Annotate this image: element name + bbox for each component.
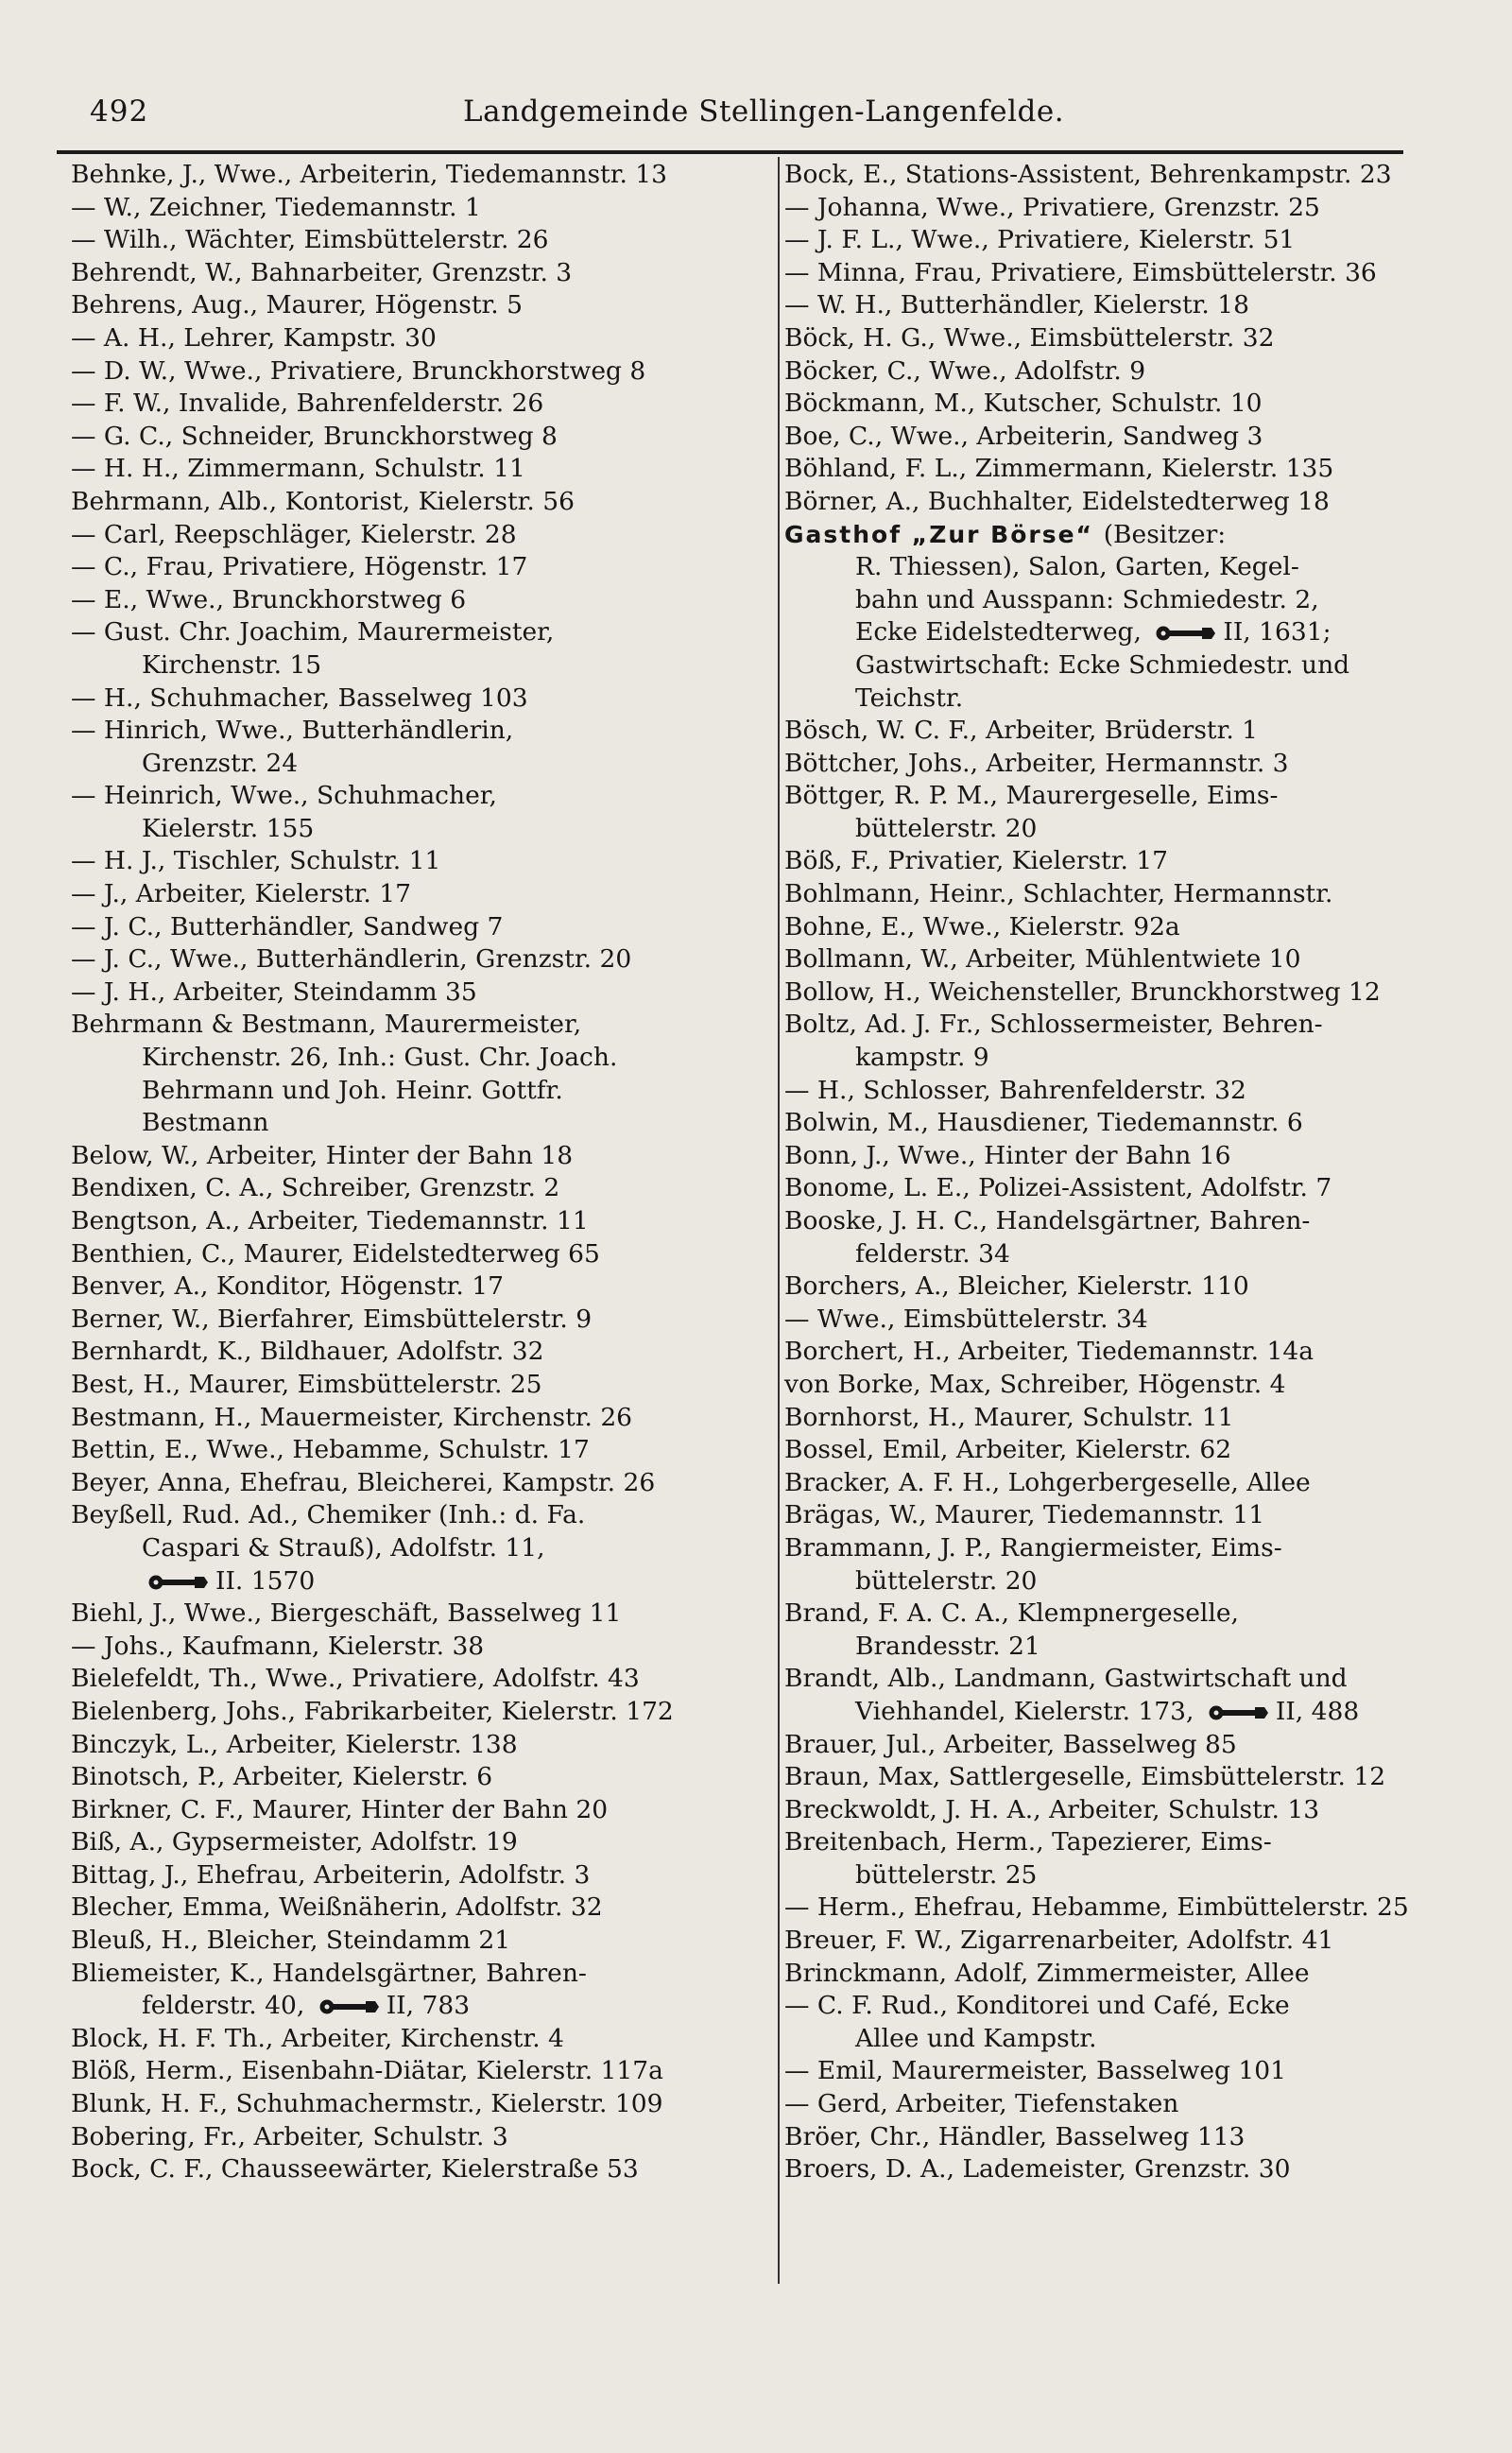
directory-entry: R. Thiessen), Salon, Garten, Kegel-	[855, 552, 1299, 582]
directory-entry: Benthien, C., Maurer, Eidelstedterweg 65	[71, 1238, 600, 1269]
directory-entry: Blöß, Herm., Eisenbahn-Diätar, Kielerstr. 117a	[71, 2056, 663, 2086]
directory-entry: Bohne, E., Wwe., Kielerstr. 92a	[784, 911, 1180, 941]
directory-entry: Börner, A., Buchhalter, Eidelstedterweg 18	[784, 486, 1330, 516]
directory-entry: — E., Wwe., Brunckhorstweg 6	[71, 584, 467, 614]
directory-entry: — H. H., Zimmermann, Schulstr. 11	[71, 454, 525, 484]
directory-entry: Beyer, Anna, Ehefrau, Bleicherei, Kampstr. 26	[71, 1467, 656, 1497]
directory-entry: Bösch, W. C. F., Arbeiter, Brüderstr. 1	[784, 716, 1259, 746]
directory-entry: Grenzstr. 24	[142, 748, 299, 778]
directory-entry: Böck, H. G., Wwe., Eimsbüttelerstr. 32	[784, 322, 1275, 353]
directory-entry: Behrendt, W., Bahnarbeiter, Grenzstr. 3	[71, 257, 573, 287]
directory-entry: Behrmann & Bestmann, Maurermeister,	[71, 1010, 582, 1040]
telephone-handset-icon	[318, 1998, 381, 2015]
directory-entry: — Johanna, Wwe., Privatiere, Grenzstr. 25	[784, 192, 1320, 222]
directory-entry: — A. H., Lehrer, Kampstr. 30	[71, 322, 437, 353]
directory-entry: Bock, C. F., Chausseewärter, Kielerstraße 53	[71, 2154, 639, 2185]
directory-entry: Brinckmann, Adolf, Zimmermeister, Allee	[784, 1958, 1310, 1988]
directory-entry	[784, 1696, 1484, 1729]
entry-text: Ecke Eidelstedterweg,	[855, 617, 1150, 648]
directory-entry: Behnke, J., Wwe., Arbeiterin, Tiedemannstr. 13	[71, 160, 668, 189]
directory-entry: Best, H., Maurer, Eimsbüttelerstr. 25	[71, 1369, 542, 1399]
phone-number: II. 1570	[215, 1565, 316, 1596]
directory-entry: Breitenbach, Herm., Tapezierer, Eims-	[784, 1827, 1272, 1857]
directory-entry: Böhland, F. L., Zimmermann, Kielerstr. 135	[784, 454, 1334, 484]
directory-entry: Brandesstr. 21	[855, 1631, 1040, 1661]
directory-entry: Bielefeldt, Th., Wwe., Privatiere, Adolfstr. 43	[71, 1664, 640, 1694]
directory-entry: büttelerstr. 20	[855, 1565, 1038, 1596]
directory-entry: Behrmann und Joh. Heinr. Gottfr.	[142, 1075, 563, 1105]
directory-entry: Brammann, J. P., Rangiermeister, Eims-	[784, 1532, 1282, 1563]
telephone-handset-icon	[1208, 1704, 1270, 1721]
directory-entry: — J. C., Wwe., Butterhändlerin, Grenzstr. 20	[71, 944, 632, 975]
directory-entry: Böttcher, Johs., Arbeiter, Hermannstr. 3	[784, 748, 1289, 778]
directory-entry: Bracker, A. F. H., Lohgerbergeselle, Allee	[784, 1467, 1311, 1497]
directory-entry: Bestmann, H., Mauermeister, Kirchenstr. 26	[71, 1402, 633, 1432]
directory-entry: Borchert, H., Arbeiter, Tiedemannstr. 14a	[784, 1337, 1314, 1367]
directory-entry: Bornhorst, H., Maurer, Schulstr. 11	[784, 1402, 1234, 1432]
directory-entry: von Borke, Max, Schreiber, Högenstr. 4	[784, 1369, 1286, 1399]
directory-entry: — Emil, Maurermeister, Basselweg 101	[784, 2056, 1286, 2086]
directory-entry: Berner, W., Bierfahrer, Eimsbüttelerstr. 9	[71, 1304, 593, 1334]
directory-entry: — F. W., Invalide, Bahrenfelderstr. 26	[71, 389, 544, 419]
directory-entry: Bliemeister, K., Handelsgärtner, Bahren-	[71, 1958, 587, 1988]
directory-entry: Bohlmann, Heinr., Schlachter, Hermannstr.	[784, 879, 1333, 909]
directory-entry: büttelerstr. 25	[855, 1859, 1038, 1890]
telephone-handset-icon	[1155, 625, 1217, 642]
directory-entry: — W., Zeichner, Tiedemannstr. 1	[71, 192, 481, 222]
directory-entry: Bengtson, A., Arbeiter, Tiedemannstr. 11	[71, 1206, 589, 1235]
page-number: 492	[90, 95, 149, 129]
directory-entry: Bettin, E., Wwe., Hebamme, Schulstr. 17	[71, 1435, 590, 1465]
directory-entry: Below, W., Arbeiter, Hinter der Bahn 18	[71, 1140, 574, 1170]
directory-entry: — W. H., Butterhändler, Kielerstr. 18	[784, 290, 1249, 320]
directory-entry: Bendixen, C. A., Schreiber, Grenzstr. 2	[71, 1173, 560, 1203]
entry-text: felderstr. 40,	[142, 1991, 313, 2021]
column-divider	[778, 157, 780, 2284]
directory-entry: Borchers, A., Bleicher, Kielerstr. 110	[784, 1271, 1249, 1302]
directory-entry: — H., Schuhmacher, Basselweg 103	[71, 682, 528, 713]
directory-entry: Birkner, C. F., Maurer, Hinter der Bahn 20	[71, 1794, 609, 1824]
directory-entry	[784, 519, 1484, 552]
gasthof-owner: (Besitzer:	[1103, 519, 1227, 549]
directory-entry: Böcker, C., Wwe., Adolfstr. 9	[784, 355, 1146, 386]
directory-entry: Binotsch, P., Arbeiter, Kielerstr. 6	[71, 1762, 493, 1792]
directory-entry: — Minna, Frau, Privatiere, Eimsbüttelerstr. 36	[784, 257, 1377, 287]
directory-entry: Boltz, Ad. J. Fr., Schlossermeister, Behren-	[784, 1010, 1323, 1040]
directory-entry: Beyßell, Rud. Ad., Chemiker (Inh.: d. Fa.	[71, 1500, 586, 1530]
directory-entry: Bittag, J., Ehefrau, Arbeiterin, Adolfstr. 3	[71, 1859, 591, 1890]
directory-entry: Bestmann	[142, 1108, 269, 1138]
right-column	[784, 159, 1484, 2186]
directory-entry: — Gust. Chr. Joachim, Maurermeister,	[71, 617, 555, 648]
directory-entry: Caspari & Strauß), Adolfstr. 11,	[142, 1532, 545, 1563]
directory-entry: büttelerstr. 20	[855, 813, 1038, 843]
directory-entry: felderstr. 34	[855, 1238, 1010, 1269]
header-rule	[57, 150, 1403, 154]
telephone-handset-icon	[147, 1574, 210, 1591]
directory-entry: Bielenberg, Johs., Fabrikarbeiter, Kielerstr. 172	[71, 1696, 674, 1726]
directory-entry: Bernhardt, K., Bildhauer, Adolfstr. 32	[71, 1337, 544, 1367]
directory-entry: Allee und Kampstr.	[855, 2023, 1097, 2053]
directory-entry: Biß, A., Gypsermeister, Adolfstr. 19	[71, 1827, 518, 1857]
directory-entry: kampstr. 9	[855, 1043, 989, 1073]
directory-entry: — Gerd, Arbeiter, Tiefenstaken	[784, 2089, 1179, 2119]
directory-entry: Brauer, Jul., Arbeiter, Basselweg 85	[784, 1729, 1237, 1759]
directory-entry: — J. C., Butterhändler, Sandweg 7	[71, 911, 504, 941]
directory-entry: Kirchenstr. 26, Inh.: Gust. Chr. Joach.	[142, 1043, 618, 1073]
directory-entry: — Johs., Kaufmann, Kielerstr. 38	[71, 1631, 485, 1661]
directory-entry: — C. F. Rud., Konditorei und Café, Ecke	[784, 1991, 1290, 2021]
directory-entry	[71, 1990, 770, 2023]
directory-entry: — Hinrich, Wwe., Butterhändlerin,	[71, 716, 514, 746]
directory-entry: — G. C., Schneider, Brunckhorstweg 8	[71, 421, 558, 451]
directory-entry: — Carl, Reepschläger, Kielerstr. 28	[71, 519, 517, 549]
directory-entry: Bollmann, W., Arbeiter, Mühlentwiete 10	[784, 944, 1301, 975]
directory-entry: — C., Frau, Privatiere, Högenstr. 17	[71, 552, 528, 582]
directory-entry	[71, 1565, 770, 1598]
directory-entry: Booske, J. H. C., Handelsgärtner, Bahren-	[784, 1206, 1311, 1235]
directory-entry: Breckwoldt, J. H. A., Arbeiter, Schulstr. 13	[784, 1794, 1320, 1824]
directory-entry: Bolwin, M., Hausdiener, Tiedemannstr. 6	[784, 1108, 1303, 1138]
directory-entry: Behrens, Aug., Maurer, Högenstr. 5	[71, 290, 523, 320]
directory-entry: Blunk, H. F., Schuhmachermstr., Kielerstr. 109	[71, 2089, 663, 2119]
directory-entry: Brägas, W., Maurer, Tiedemannstr. 11	[784, 1500, 1265, 1530]
directory-entry: Bossel, Emil, Arbeiter, Kielerstr. 62	[784, 1435, 1232, 1465]
directory-entry: Brandt, Alb., Landmann, Gastwirtschaft und	[784, 1664, 1348, 1694]
directory-entry: — J., Arbeiter, Kielerstr. 17	[71, 879, 411, 909]
directory-entry: Böckmann, M., Kutscher, Schulstr. 10	[784, 389, 1263, 419]
page-header	[90, 95, 1413, 142]
directory-entry: Binczyk, L., Arbeiter, Kielerstr. 138	[71, 1729, 518, 1759]
phone-number: II, 488	[1275, 1696, 1360, 1726]
entry-text: Viehhandel, Kielerstr. 173,	[855, 1696, 1202, 1726]
directory-entry: Broers, D. A., Lademeister, Grenzstr. 30	[784, 2154, 1291, 2185]
directory-entry: — Herm., Ehefrau, Hebamme, Eimbüttelerstr. 25	[784, 1892, 1409, 1923]
gasthof-name: Gasthof „Zur Börse“	[784, 520, 1104, 548]
phone-number: II, 783	[386, 1991, 471, 2021]
directory-entry: Bock, E., Stations-Assistent, Behrenkampstr. 23	[784, 160, 1392, 189]
left-column	[71, 159, 770, 2186]
directory-entry: Bollow, H., Weichensteller, Brunckhorstweg 12	[784, 976, 1381, 1007]
phone-number: II, 1631;	[1223, 617, 1332, 648]
directory-entry: Bleuß, H., Bleicher, Steindamm 21	[71, 1926, 511, 1956]
directory-entry: — D. W., Wwe., Privatiere, Brunckhorstweg 8	[71, 355, 646, 386]
directory-entry: — Wwe., Eimsbüttelerstr. 34	[784, 1304, 1148, 1334]
directory-entry: — H., Schlosser, Bahrenfelderstr. 32	[784, 1075, 1246, 1105]
directory-entry: Blecher, Emma, Weißnäherin, Adolfstr. 32	[71, 1892, 603, 1923]
directory-entry: Teichstr.	[855, 682, 964, 713]
directory-entry: Böß, F., Privatier, Kielerstr. 17	[784, 846, 1169, 876]
directory-entry: Bonn, J., Wwe., Hinter der Bahn 16	[784, 1140, 1231, 1170]
directory-entry: Boe, C., Wwe., Arbeiterin, Sandweg 3	[784, 421, 1263, 451]
directory-entry: Brand, F. A. C. A., Klempnergeselle,	[784, 1598, 1239, 1629]
directory-entry: Bonome, L. E., Polizei-Assistent, Adolfstr. 7	[784, 1173, 1332, 1203]
directory-entry: Kirchenstr. 15	[142, 649, 322, 680]
directory-entry: Bröer, Chr., Händler, Basselweg 113	[784, 2121, 1246, 2151]
directory-entry: Bobering, Fr., Arbeiter, Schulstr. 3	[71, 2121, 508, 2151]
directory-entry	[784, 616, 1484, 649]
directory-entry: Gastwirtschaft: Ecke Schmiedestr. und	[855, 649, 1350, 680]
directory-entry: — Heinrich, Wwe., Schuhmacher,	[71, 781, 497, 811]
directory-entry: — H. J., Tischler, Schulstr. 11	[71, 846, 441, 876]
directory-entry: Breuer, F. W., Zigarrenarbeiter, Adolfstr. 41	[784, 1926, 1334, 1956]
directory-entry: — Wilh., Wächter, Eimsbüttelerstr. 26	[71, 225, 549, 255]
directory-entry: Benver, A., Konditor, Högenstr. 17	[71, 1271, 504, 1302]
directory-entry: Böttger, R. P. M., Maurergeselle, Eims-	[784, 781, 1279, 811]
directory-entry: Biehl, J., Wwe., Biergeschäft, Basselweg 11	[71, 1598, 622, 1629]
directory-entry: Braun, Max, Sattlergeselle, Eimsbüttelerstr. 12	[784, 1762, 1386, 1792]
directory-entry: — J. F. L., Wwe., Privatiere, Kielerstr. 51	[784, 225, 1296, 255]
directory-entry: Kielerstr. 155	[142, 813, 315, 843]
directory-entry: — J. H., Arbeiter, Steindamm 35	[71, 976, 477, 1007]
directory-entry: bahn und Ausspann: Schmiedestr. 2,	[855, 584, 1319, 614]
directory-entry: Behrmann, Alb., Kontorist, Kielerstr. 56	[71, 486, 575, 516]
running-title: Landgemeinde Stellingen-Langenfelde.	[463, 95, 1065, 129]
directory-entry: Block, H. F. Th., Arbeiter, Kirchenstr. 4	[71, 2023, 564, 2053]
